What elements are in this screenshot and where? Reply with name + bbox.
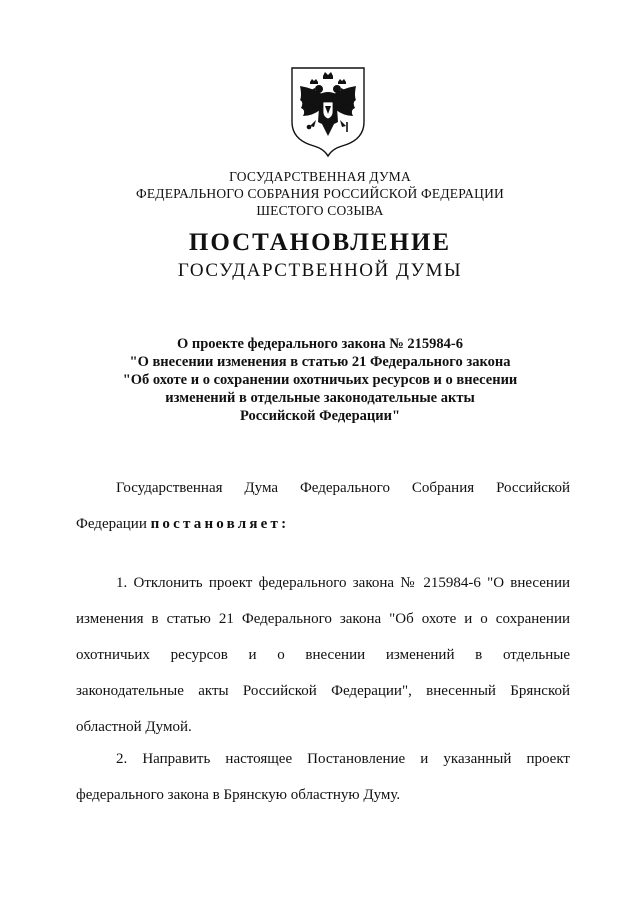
- org-line-3: ШЕСТОГО СОЗЫВА: [256, 203, 384, 218]
- item-1-line-2: изменения в статью 21 Федерального закона "Об охоте и о сохранении: [76, 611, 570, 627]
- item-1-line-3: охотничьих ресурсов и о внесении изменений в отдельные: [76, 647, 570, 663]
- preamble-prefix: Федерации: [76, 516, 151, 532]
- subject-line-2: "О внесении изменения в статью 21 Федерального закона: [129, 354, 511, 370]
- item-2-line-2: федерального закона в Брянскую областную Думу.: [76, 787, 401, 803]
- item-1-line-1: 1. Отклонить проект федерального закона № 215984-6 "О внесении: [116, 575, 570, 591]
- subject-line-5: Российской Федерации": [239, 408, 401, 424]
- item-1-line-4: законодательные акты Российской Федерации", внесенный Брянской: [76, 683, 570, 699]
- preamble-line-1: Государственная Дума Федерального Собрания Российской: [116, 480, 570, 496]
- document-body-title: ГОСУДАРСТВЕННОЙ ДУМЫ: [177, 260, 463, 281]
- coat-of-arms-icon: [290, 66, 366, 158]
- org-line-2: ФЕДЕРАЛЬНОГО СОБРАНИЯ РОССИЙСКОЙ ФЕДЕРАЦИИ: [136, 186, 504, 201]
- org-line-1: ГОСУДАРСТВЕННАЯ ДУМА: [229, 169, 411, 184]
- item-1-line-5: областной Думой.: [76, 719, 192, 735]
- subject-line-3: "Об охоте и о сохранении охотничьих ресурсов и о внесении: [122, 372, 518, 388]
- preamble-line-2: [76, 516, 570, 533]
- subject-line-4: изменений в отдельные законодательные акты: [165, 390, 475, 406]
- subject-line-1: О проекте федерального закона № 215984-6: [176, 336, 464, 352]
- resolves-keyword: постановляет:: [150, 516, 290, 532]
- document-type-title: ПОСТАНОВЛЕНИЕ: [188, 229, 452, 256]
- item-2-line-1: 2. Направить настоящее Постановление и указанный проект: [116, 751, 570, 767]
